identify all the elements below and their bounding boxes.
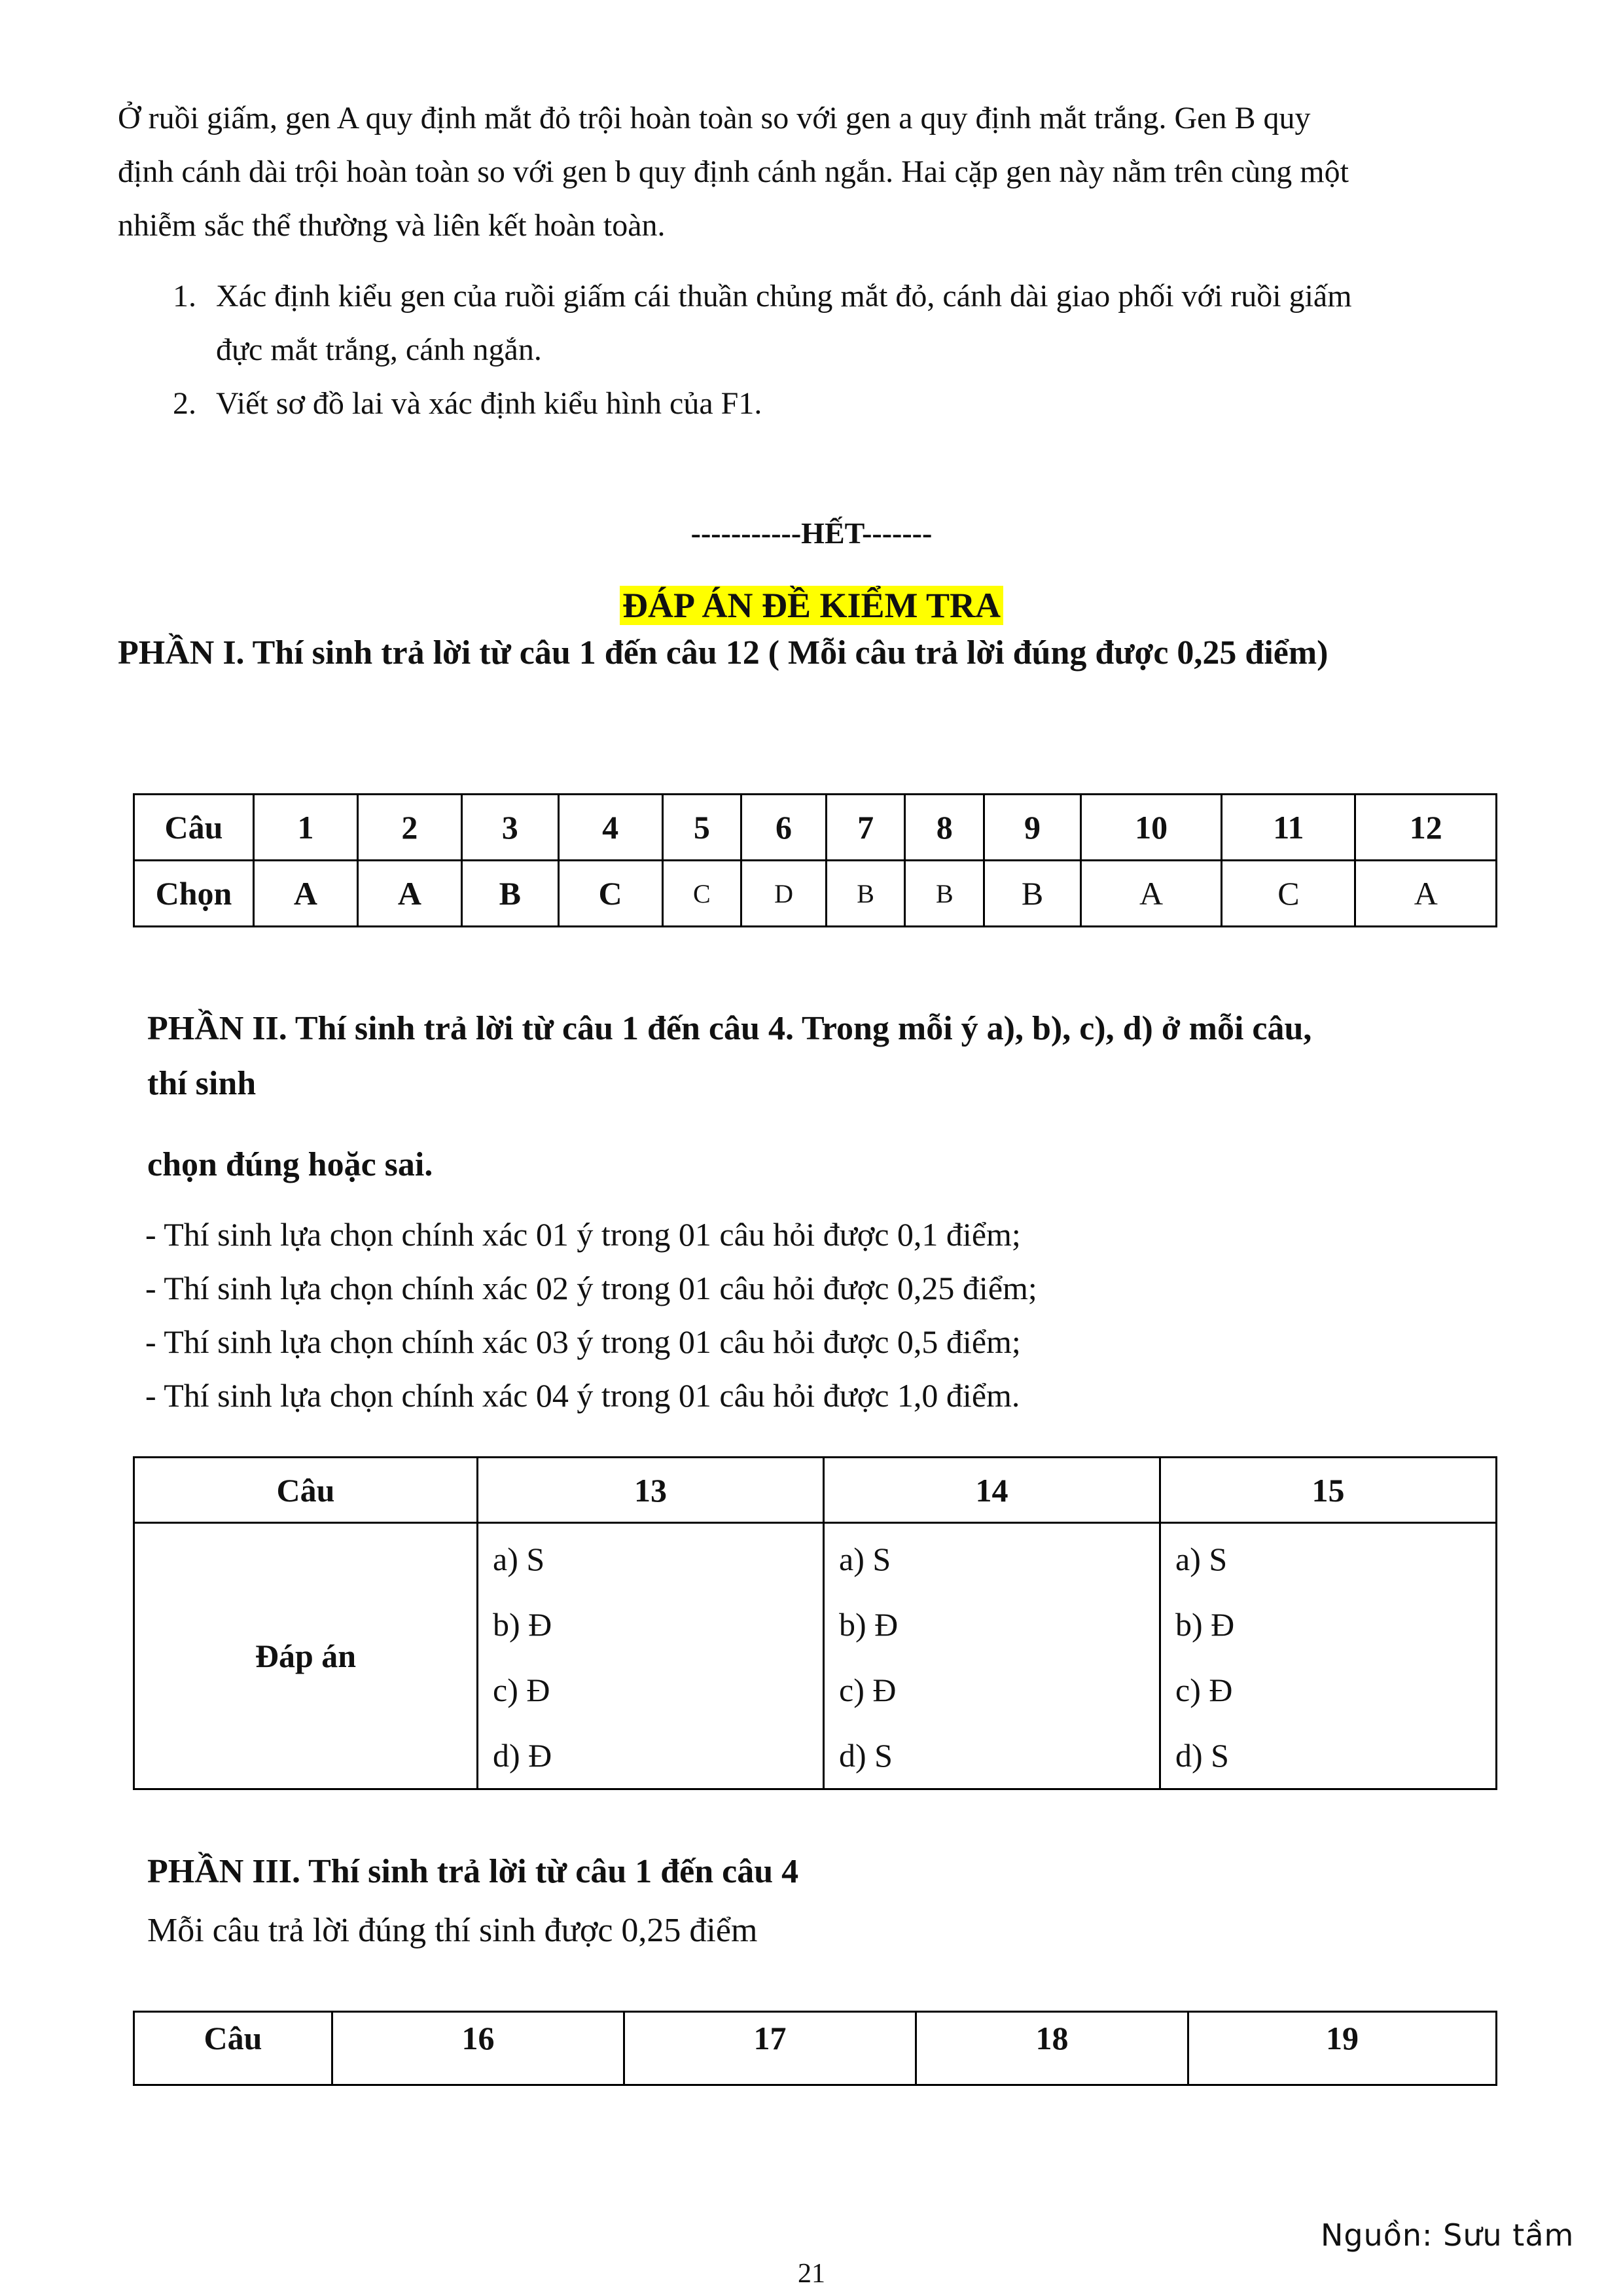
- scoring-rule: - Thí sinh lựa chọn chính xác 04 ý trong 01 câu hỏi được 1,0 điểm.: [145, 1377, 1020, 1414]
- question-list: [118, 270, 1531, 431]
- question-number: 1.: [173, 279, 196, 314]
- question-header: 16: [332, 2012, 624, 2085]
- answer-options: [478, 1523, 824, 1789]
- column-label: Câu: [134, 2012, 332, 2085]
- question-text: đực mắt trắng, cánh ngắn.: [216, 332, 542, 367]
- question-cell: 1: [254, 795, 358, 861]
- question-cell: 8: [905, 795, 984, 861]
- part2-heading-line: thí sinh: [147, 1065, 257, 1102]
- answer-option: a) S: [493, 1541, 545, 1577]
- part3-answer-table: [133, 2011, 1497, 2086]
- answer-cell: C: [662, 861, 741, 927]
- question-header: 17: [624, 2012, 916, 2085]
- part2-answer-table: [133, 1456, 1497, 1790]
- answer-option: b) Đ: [1175, 1606, 1235, 1643]
- row-label-answer: Đáp án: [134, 1523, 478, 1789]
- intro-line: nhiễm sắc thể thường và liên kết hoàn toàn.: [118, 208, 666, 243]
- scoring-rule: - Thí sinh lựa chọn chính xác 02 ý trong 01 câu hỏi được 0,25 điểm;: [145, 1270, 1037, 1306]
- answer-option: b) Đ: [493, 1606, 552, 1643]
- question-cell: 7: [826, 795, 905, 861]
- question-cell: 12: [1355, 795, 1497, 861]
- question-cell: 11: [1222, 795, 1355, 861]
- question-cell: 9: [984, 795, 1081, 861]
- question-cell: 10: [1080, 795, 1221, 861]
- answer-option: c) Đ: [493, 1672, 550, 1708]
- part2-heading-continued: chọn đúng hoặc sai.: [147, 1146, 433, 1183]
- question-header: 13: [478, 1458, 824, 1523]
- answer-cell: A: [1080, 861, 1221, 927]
- question-cell: 6: [741, 795, 827, 861]
- answer-option: d) S: [1175, 1737, 1229, 1774]
- answer-options: [824, 1523, 1160, 1789]
- question-header: 19: [1188, 2012, 1497, 2085]
- question-cell: 4: [558, 795, 662, 861]
- part1-heading: PHẦN I. Thí sinh trả lời từ câu 1 đến câu 12 ( Mỗi câu trả lời đúng được 0,25 điểm): [118, 634, 1329, 672]
- scoring-rule: - Thí sinh lựa chọn chính xác 03 ý trong 01 câu hỏi được 0,5 điểm;: [145, 1323, 1021, 1360]
- answer-cell: B: [905, 861, 984, 927]
- answer-cell: B: [461, 861, 558, 927]
- intro-paragraph: [118, 92, 1531, 253]
- column-label: Câu: [134, 1458, 478, 1523]
- intro-line: Ở ruồi giấm, gen A quy định mắt đỏ trội hoàn toàn so với gen a quy định mắt trắng. Gen B quy: [118, 101, 1311, 135]
- question-cell: 2: [357, 795, 461, 861]
- table-row: [134, 1523, 1497, 1789]
- part2-heading: [147, 1001, 1508, 1111]
- answer-option: d) S: [839, 1737, 893, 1774]
- row-label-answer: Chọn: [134, 861, 254, 927]
- question-number: 2.: [173, 386, 196, 421]
- scoring-rule: - Thí sinh lựa chọn chính xác 01 ý trong 01 câu hỏi được 0,1 điểm;: [145, 1216, 1021, 1253]
- question-header: 15: [1160, 1458, 1497, 1523]
- part3-subheading: Mỗi câu trả lời đúng thí sinh được 0,25 điểm: [147, 1912, 758, 1949]
- source-note: Nguồn: Sưu tầm: [1321, 2217, 1575, 2253]
- answer-cell: B: [826, 861, 905, 927]
- answer-cell: A: [254, 861, 358, 927]
- question-text: Viết sơ đồ lai và xác định kiểu hình của F1.: [216, 386, 762, 421]
- question-text: Xác định kiểu gen của ruồi giấm cái thuần chủng mắt đỏ, cánh dài giao phối với ruồi giấm: [216, 279, 1352, 314]
- row-label-question: Câu: [134, 795, 254, 861]
- question-header: 14: [824, 1458, 1160, 1523]
- answer-option: c) Đ: [839, 1672, 897, 1708]
- part1-answer-table: [133, 793, 1497, 927]
- answer-cell: C: [1222, 861, 1355, 927]
- answer-key-title: [0, 583, 1623, 628]
- answer-key-title-text: ĐÁP ÁN ĐỀ KIỂM TRA: [620, 586, 1003, 625]
- table-row: [134, 861, 1497, 927]
- question-item: [118, 377, 1531, 431]
- answer-cell: A: [1355, 861, 1497, 927]
- page-number: 21: [798, 2259, 825, 2289]
- question-header: 18: [916, 2012, 1188, 2085]
- table-row: [134, 1458, 1497, 1523]
- answer-option: c) Đ: [1175, 1672, 1233, 1708]
- answer-cell: D: [741, 861, 827, 927]
- answer-cell: A: [357, 861, 461, 927]
- answer-option: d) Đ: [493, 1737, 552, 1774]
- question-cell: 3: [461, 795, 558, 861]
- scoring-rules: [145, 1208, 1520, 1422]
- table-row: [134, 2012, 1497, 2085]
- answer-option: a) S: [1175, 1541, 1228, 1577]
- answer-option: b) Đ: [839, 1606, 899, 1643]
- question-cell: 5: [662, 795, 741, 861]
- answer-option: a) S: [839, 1541, 891, 1577]
- answer-options: [1160, 1523, 1497, 1789]
- table-row: [134, 795, 1497, 861]
- part2-heading-line: PHẦN II. Thí sinh trả lời từ câu 1 đến câu 4. Trong mỗi ý a), b), c), d) ở mỗi câu,: [147, 1010, 1312, 1047]
- answer-cell: B: [984, 861, 1081, 927]
- end-marker: -----------HẾT-------: [690, 516, 933, 550]
- intro-line: định cánh dài trội hoàn toàn so với gen b quy định cánh ngắn. Hai cặp gen này nằm trên cùng một: [118, 154, 1349, 189]
- question-item: [118, 270, 1531, 377]
- answer-cell: C: [558, 861, 662, 927]
- part3-heading: PHẦN III. Thí sinh trả lời từ câu 1 đến câu 4: [147, 1853, 799, 1890]
